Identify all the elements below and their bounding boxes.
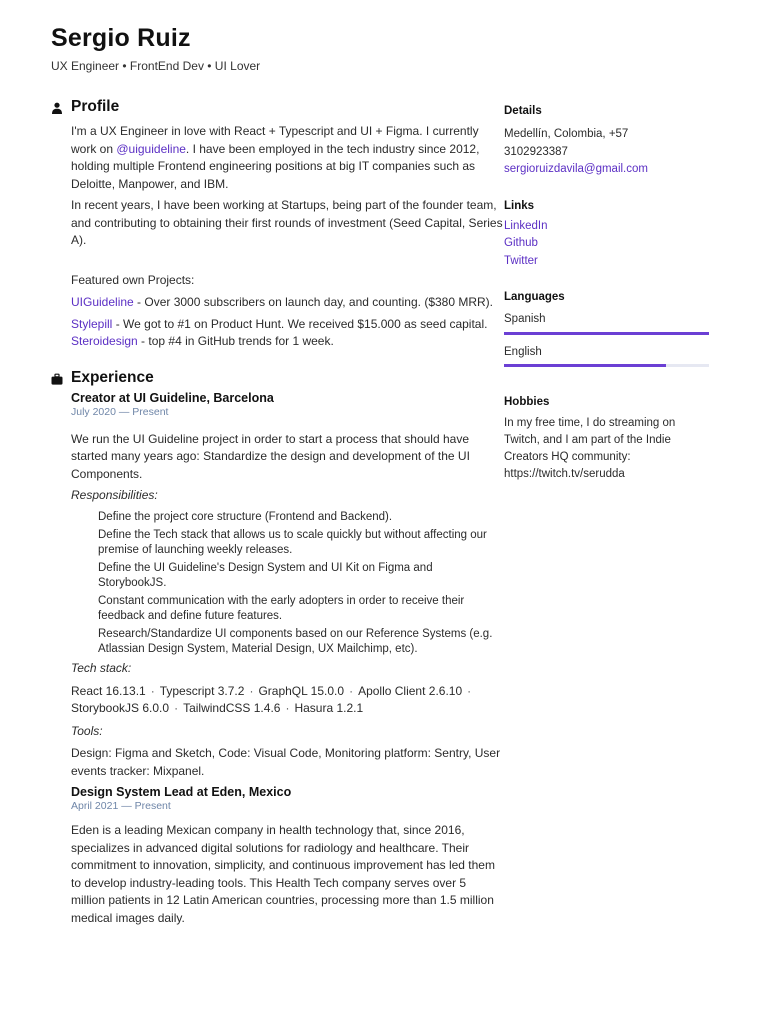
tech-item: Typescript 3.7.2: [159, 683, 245, 698]
linkedin-link[interactable]: LinkedIn: [504, 219, 548, 232]
language-name: English: [504, 345, 542, 358]
project-link-steroidesign[interactable]: Steroidesign: [71, 334, 138, 348]
person-name: Sergio Ruiz: [51, 24, 191, 52]
languages-heading: Languages: [504, 291, 565, 303]
profile-title: Profile: [71, 98, 120, 115]
email-link[interactable]: sergioruizdavila@gmail.com: [504, 163, 648, 175]
list-item: Define the UI Guideline's Design System and UI Kit on Figma and StorybookJS.: [98, 562, 433, 589]
list-item: Research/Standardize UI components based on our Reference Systems (e.g. Atlassian Design System, Material Design, UX Mailchimp, etc).: [98, 628, 493, 655]
tech-item: Hasura 1.2.1: [294, 701, 364, 715]
language-level-fill: [504, 364, 666, 367]
profile-heading: [71, 97, 503, 117]
profile-paragraph-1: [71, 123, 503, 193]
job-dates: July 2020 — Present: [71, 405, 169, 418]
uiguideline-handle-link[interactable]: @uiguideline: [116, 141, 186, 156]
responsibilities-label: Responsibilities:: [71, 488, 158, 502]
tech-item: Apollo Client 2.6.10: [358, 683, 463, 698]
person-icon: [51, 102, 63, 114]
tools-label: Tools:: [71, 723, 103, 738]
responsibilities-list: [71, 510, 503, 657]
job-title: Design System Lead at Eden, Mexico: [71, 785, 292, 799]
links-heading: Links: [504, 199, 535, 212]
list-item: Define the project core structure (Frontend and Backend).: [98, 510, 393, 523]
project-item: [71, 333, 503, 351]
job-title: Creator at UI Guideline, Barcelona: [71, 390, 274, 405]
location-text: Medellín, Colombia, +57: [504, 128, 629, 140]
list-item: Define the Tech stack that allows us to scale quickly but without affecting our premise of launching weekly releases.: [98, 529, 487, 556]
tech-item: GraphQL 15.0.0: [258, 683, 345, 698]
hobbies-text: In my free time, I do streaming on Twitch, and I am part of the Indie Creators HQ community: https://twitch.tv/serudda: [504, 417, 676, 480]
language-name: Spanish: [504, 313, 546, 325]
tools-text: Design: Figma and Sketch, Code: Visual Code, Monitoring platform: Sentry, User events tracker: Mixpanel.: [71, 746, 501, 778]
tech-stack-list: React 16.13.1 · Typescript 3.7.2 · GraphQL 15.0.0 · Apollo Client 2.6.10 ·StorybookJS 6.0.0 · TailwindCSS 1.4.6 · Hasura 1.2.1: [71, 683, 472, 715]
tech-item: React 16.13.1: [71, 683, 146, 698]
featured-projects-label: Featured own Projects:: [71, 272, 195, 287]
language-level-bar: [504, 364, 709, 367]
tech-item: StorybookJS 6.0.0: [71, 701, 170, 715]
project-description: - top #4 in GitHub trends for 1 week.: [137, 334, 334, 348]
tagline: UX Engineer • FrontEnd Dev • UI Lover: [51, 59, 261, 73]
briefcase-icon: [51, 373, 63, 385]
language-level-bar: [504, 332, 709, 335]
project-description: - We got to #1 on Product Hunt. We received $15.000 as seed capital.: [112, 316, 488, 331]
project-link-uiguideline[interactable]: UIGuideline: [71, 295, 134, 309]
twitter-link[interactable]: Twitter: [504, 254, 538, 267]
profile-text: . I have been employed in the tech industry since 2012, holding multiple Frontend engineering positions at big IT companies such as Deloitte, Manpower, and IBM.: [71, 141, 480, 191]
profile-paragraph-2: In recent years, I have been working at Startups, being part of the founder team, and contributing to obtaining their first rounds of investment (Seed Capital, Series A).: [71, 198, 503, 247]
job-dates: April 2021 — Present: [71, 800, 171, 812]
project-link-stylepill[interactable]: Stylepill: [71, 316, 113, 331]
resume-header: [51, 22, 260, 73]
tech-stack-label: Tech stack:: [71, 661, 132, 675]
main-column: [71, 97, 503, 927]
list-item: Constant communication with the early adopters in order to receive their feedback and define future features.: [98, 595, 465, 622]
sidebar: [504, 103, 709, 483]
language-level-fill: [504, 332, 709, 335]
job-summary: Eden is a leading Mexican company in health technology that, since 2016, specializes in advanced digital solutions for radiology and healthcare. Their commitment to innovation, simplicity, and continuous improvement has led them to develop industry-leading tools. This Health Tech company serves over 5 million patients in 12 Latin American countries, processing more than 1.5 million medical images daily.: [71, 823, 495, 925]
project-item: [71, 294, 503, 312]
phone-text: 3102923387: [504, 145, 568, 158]
job-summary: We run the UI Guideline project in order to start a process that should have started many years ago: Standardize the design and development of the UI Components.: [71, 431, 470, 481]
hobbies-heading: Hobbies: [504, 396, 550, 408]
github-link[interactable]: Github: [504, 237, 538, 249]
project-item: [71, 316, 503, 334]
details-heading: Details: [504, 105, 542, 117]
tech-item: TailwindCSS 1.4.6: [183, 701, 281, 715]
profile-text: I'm a UX Engineer in love with React + Typescript and UI + Figma. I currently work on: [71, 124, 479, 156]
project-description: - Over 3000 subscribers on launch day, and counting. ($380 MRR).: [133, 295, 493, 309]
experience-heading: [71, 368, 503, 388]
experience-title: Experience: [71, 368, 154, 386]
